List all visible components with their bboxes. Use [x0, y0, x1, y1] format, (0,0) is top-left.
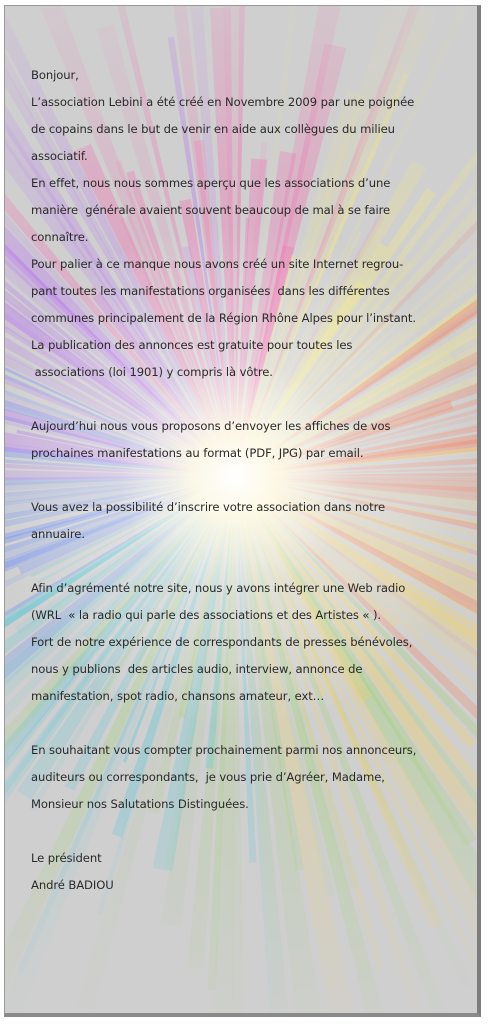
letter-line: Fort de notre expérience de correspondants de presses bénévoles, [31, 635, 413, 649]
letter-page [4, 5, 481, 1017]
letter-paragraph [31, 575, 476, 710]
letter-line: En souhaitant vous compter prochainement parmi nos annonceurs, [31, 743, 417, 757]
signature-name: André BADIOU [31, 878, 114, 892]
signature-title: Le président [31, 851, 102, 865]
letter-line: nous y publions des articles audio, interview, annonce de [31, 662, 363, 676]
letter-line: de copains dans le but de venir en aide aux collègues du milieu [31, 122, 395, 136]
letter-paragraph [31, 737, 476, 818]
letter-line: Pour palier à ce manque nous avons créé un site Internet regrou- [31, 257, 404, 271]
letter-line: manière générale avaient souvent beaucoup de mal à se faire [31, 203, 391, 217]
letter-line: L’association Lebini a été créé en Novembre 2009 par une poignée [31, 95, 415, 109]
letter-line: associatif. [31, 149, 88, 163]
letter-paragraph [31, 89, 476, 386]
letter-line: manifestation, spot radio, chansons amateur, ext… [31, 689, 325, 703]
letter-line: Afin d’agrémenté notre site, nous y avons intégrer une Web radio [31, 581, 406, 595]
letter-line: annuaire. [31, 527, 85, 541]
letter-body [31, 62, 476, 899]
letter-paragraph [31, 494, 476, 548]
letter-line: Aujourd’hui nous vous proposons d’envoyer les affiches de vos [31, 419, 391, 433]
letter-greeting: Bonjour, [31, 68, 79, 82]
letter-paragraphs [31, 89, 476, 818]
letter-line: En effet, nous nous sommes aperçu que les associations d’une [31, 176, 391, 190]
letter-line: pant toutes les manifestations organisées dans les différentes [31, 284, 390, 298]
letter-line: communes principalement de la Région Rhône Alpes pour l’instant. [31, 311, 416, 325]
letter-line: prochaines manifestations au format (PDF, JPG) par email. [31, 446, 364, 460]
letter-line: La publication des annonces est gratuite pour toutes les [31, 338, 353, 352]
letter-line: connaître. [31, 230, 89, 244]
letter-line: associations (loi 1901) y compris là vôtre. [31, 365, 273, 379]
letter-line: Vous avez la possibilité d’inscrire votre association dans notre [31, 500, 386, 514]
letter-line: Monsieur nos Salutations Distinguées. [31, 797, 249, 811]
letter-paragraph [31, 413, 476, 467]
letter-line: auditeurs ou correspondants, je vous prie d’Agréer, Madame, [31, 770, 385, 784]
letter-line: (WRL « la radio qui parle des associations et des Artistes « ). [31, 608, 381, 622]
